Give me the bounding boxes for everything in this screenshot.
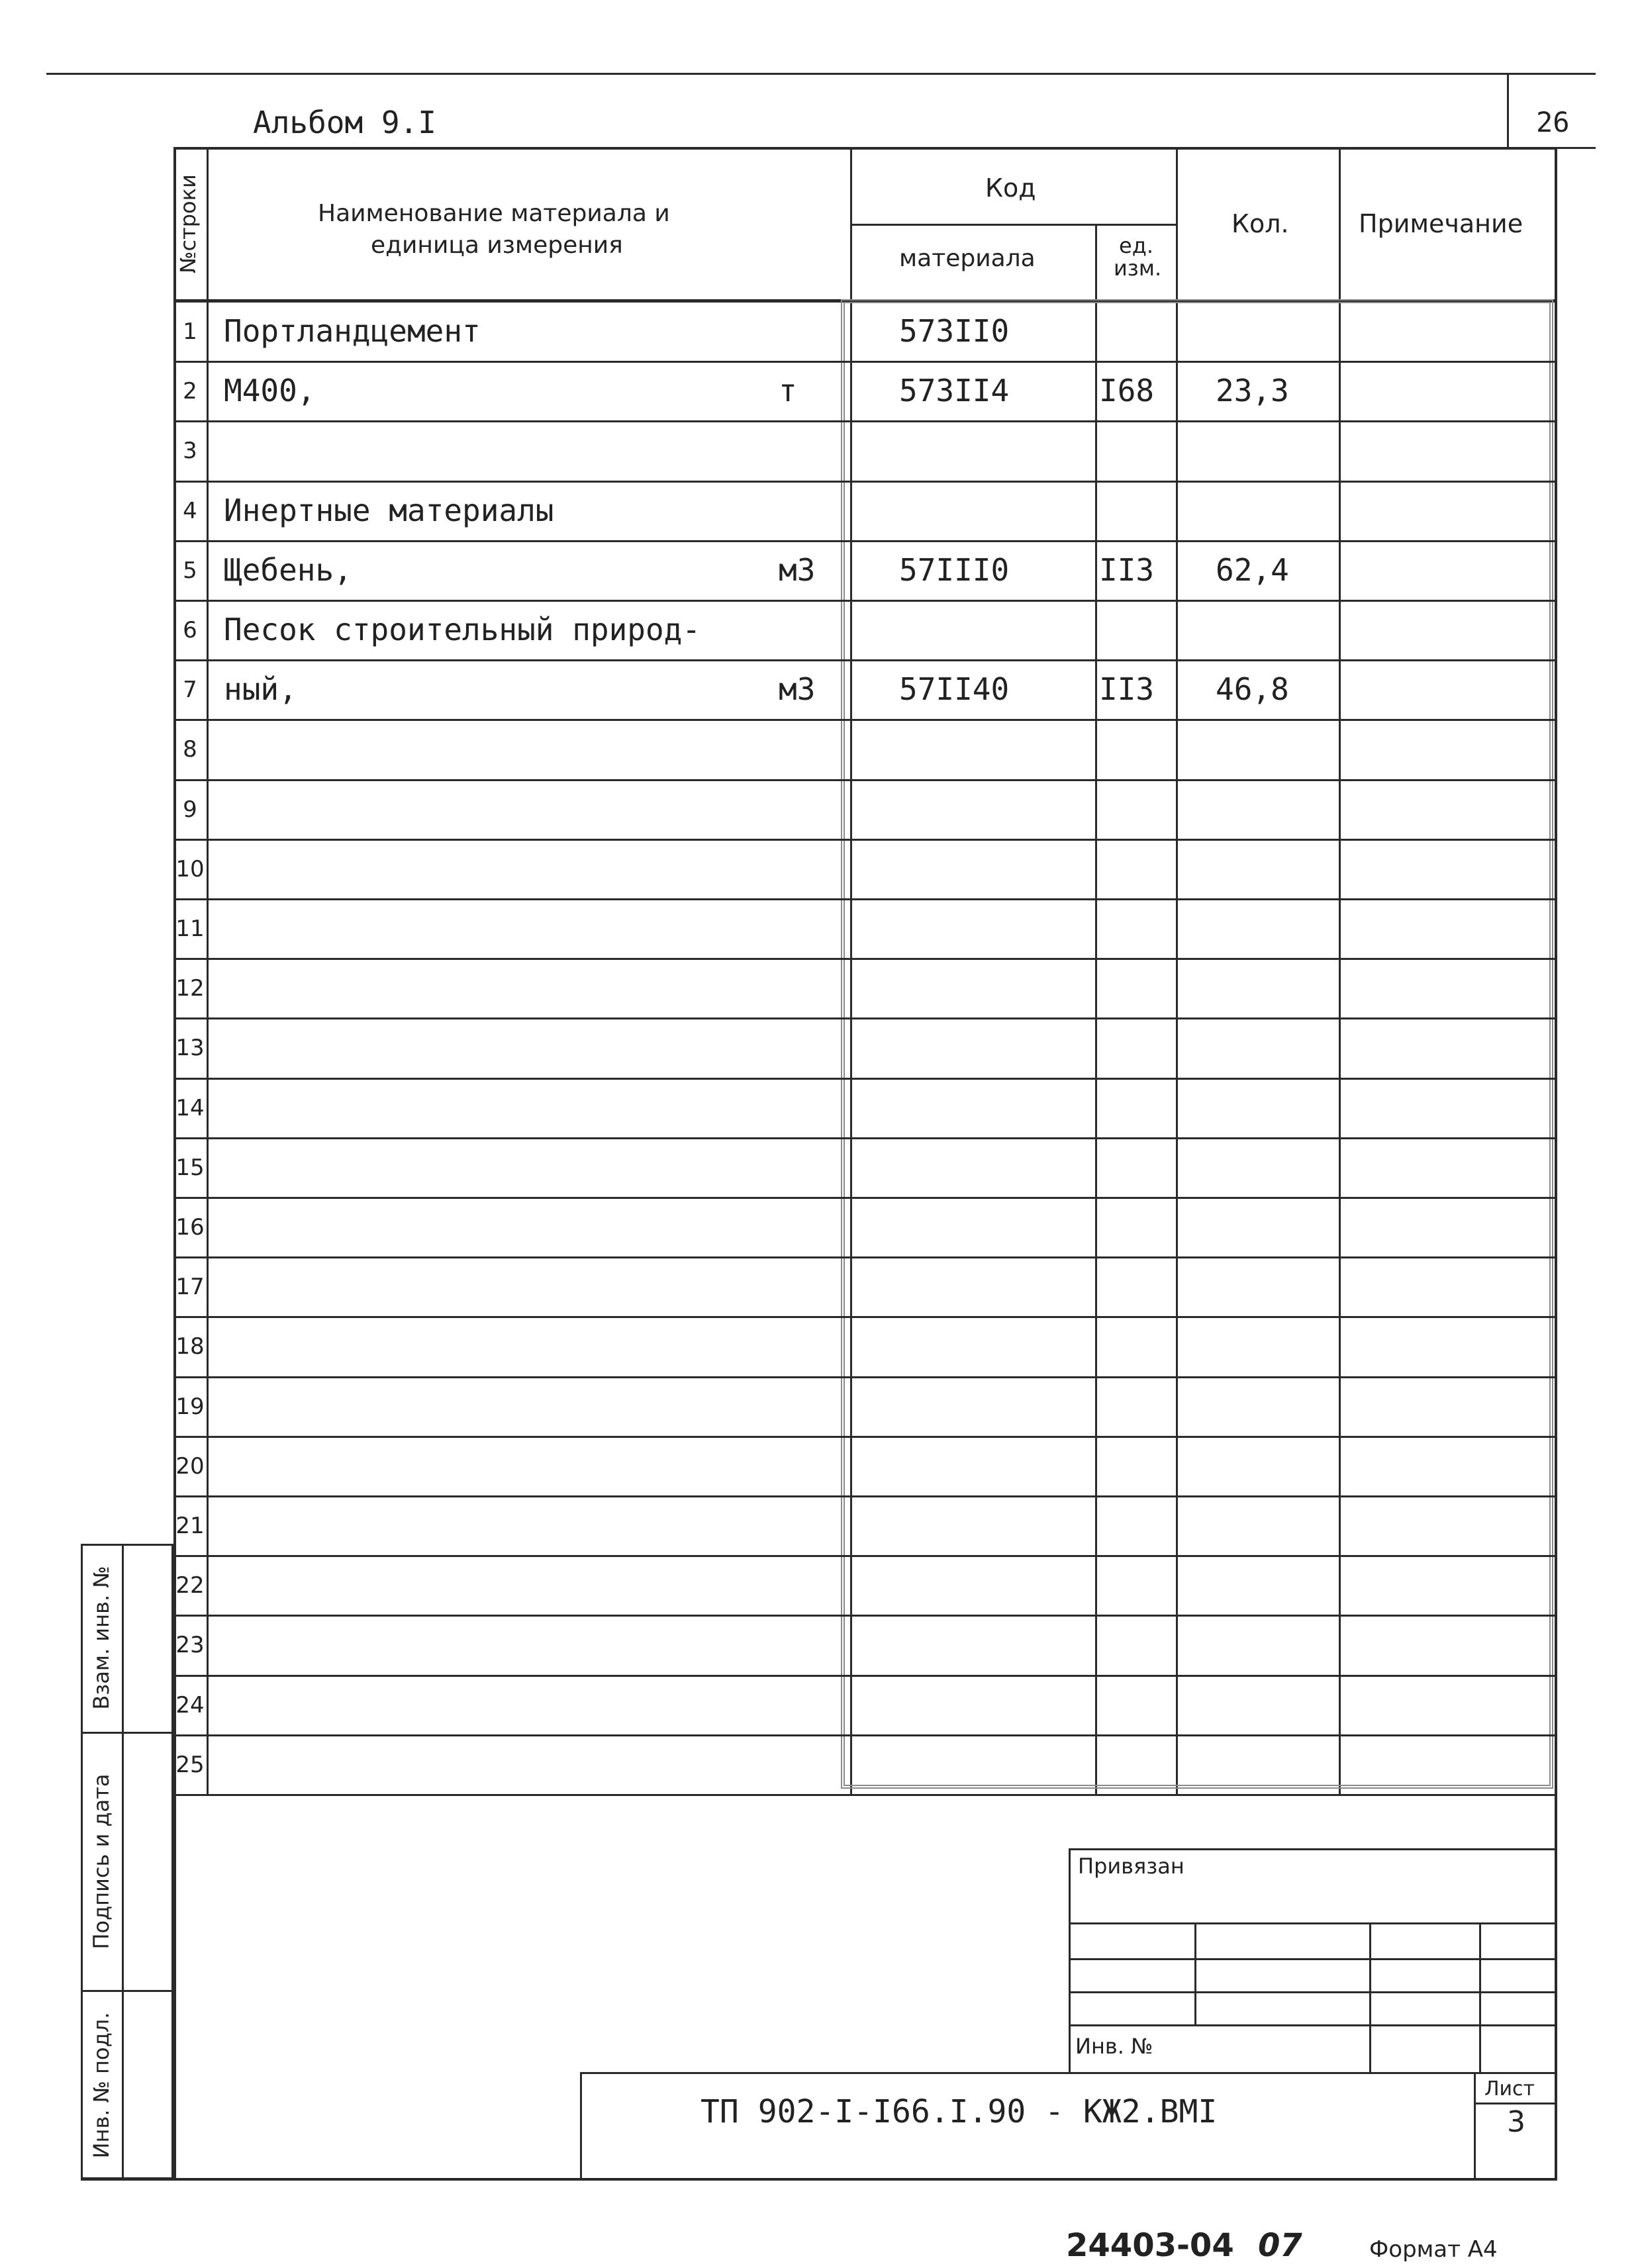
drawing-designation: ТП 902-I-I66.I.90 - КЖ2.ВМI [700, 2093, 1218, 2130]
format-label: Формат А4 [1369, 2236, 1498, 2263]
row-separator [173, 1615, 1557, 1617]
archive-number: 24403-04 [1066, 2227, 1234, 2264]
row-separator [173, 958, 1557, 960]
row-name: Песок строительный природ- [224, 612, 701, 647]
qty-header: Кол. [1232, 209, 1289, 238]
code-unit-header-1: ед. [1119, 233, 1153, 258]
row-number: 21 [175, 1513, 205, 1539]
row-material-code: 573II4 [899, 373, 1010, 409]
sheet-divider [1474, 2072, 1476, 2181]
row-unit: м3 [779, 671, 816, 708]
row-separator [173, 779, 1557, 781]
row-unit: м3 [779, 551, 816, 588]
page-number: 26 [1536, 106, 1570, 138]
name-header-line2: единица измерения [371, 232, 623, 259]
tb-rule-3 [1069, 1991, 1556, 1993]
col-divider-rownum [207, 147, 209, 1794]
row-number: 22 [175, 1572, 205, 1599]
table-top-border [173, 147, 1557, 150]
row-separator [173, 481, 1557, 483]
tb-rule-4 [1069, 2024, 1556, 2026]
row-unit-code: II3 [1099, 671, 1155, 708]
table-right-border [1555, 147, 1557, 1794]
row-number: 10 [175, 855, 205, 882]
row-separator [173, 659, 1557, 661]
note-header: Примечание [1359, 209, 1523, 238]
row-separator [173, 1078, 1557, 1080]
row-number: 12 [175, 975, 205, 1002]
row-number: 7 [183, 677, 197, 704]
row-separator [173, 361, 1557, 363]
row-separator [173, 420, 1557, 422]
frame-left-lower [173, 1794, 176, 2181]
row-material-code: 57III0 [899, 551, 1010, 588]
row-number: 18 [175, 1333, 205, 1360]
row-separator [173, 1316, 1557, 1318]
inv-podl-label: Инв. № подл. [89, 2012, 114, 2159]
tb-rule-1 [1069, 1922, 1556, 1924]
row-separator [173, 600, 1557, 602]
row-name: Портландцемент [224, 313, 481, 349]
name-header-line1: Наименование материала и [318, 200, 670, 227]
tb-left [1069, 1848, 1071, 2073]
code-unit-header-2: изм. [1114, 256, 1162, 281]
privyazan-label: Привязан [1078, 1854, 1184, 1879]
row-material-code: 57II40 [899, 671, 1010, 708]
row-number: 2 [183, 378, 197, 405]
row-separator [173, 719, 1557, 721]
row-number: 24 [175, 1691, 205, 1719]
row-number: 5 [183, 557, 197, 584]
row-separator [173, 1256, 1557, 1258]
row-number: 3 [183, 438, 197, 465]
designation-top [580, 2072, 1556, 2074]
row-number: 1 [183, 318, 197, 345]
row-name: ный, [224, 671, 297, 708]
row-number: 19 [175, 1393, 205, 1420]
side-stamp-divider [122, 1544, 124, 2179]
row-separator [173, 839, 1557, 841]
row-unit-code: I68 [1099, 373, 1155, 409]
row-material-code: 573II0 [899, 313, 1010, 349]
row-quantity: 62,4 [1216, 551, 1289, 588]
row-quantity: 23,3 [1216, 373, 1289, 409]
row-name: Щебень, [224, 551, 352, 588]
row-separator [173, 1436, 1557, 1438]
row-separator [173, 1137, 1557, 1139]
sheet-number: 3 [1507, 2105, 1525, 2139]
designation-left [580, 2072, 582, 2181]
tb-col-2 [1369, 1922, 1371, 2073]
row-number: 11 [175, 916, 205, 942]
row-name: Инертные материалы [224, 492, 554, 528]
row-number: 8 [183, 736, 197, 763]
sheet-rule [1475, 2103, 1556, 2104]
row-separator [173, 1675, 1557, 1677]
album-title: Альбом 9.I [253, 105, 436, 140]
row-number: 14 [175, 1094, 205, 1121]
tb-top [1069, 1848, 1556, 1850]
side-stamp-rule-1 [81, 1732, 173, 1734]
code-subheader-rule [850, 224, 1177, 226]
row-number: 16 [175, 1214, 205, 1241]
row-number-header: №строки [175, 174, 201, 273]
row-number: 13 [175, 1035, 205, 1062]
row-number: 23 [175, 1632, 205, 1659]
frame-right-lower [1555, 1794, 1557, 2181]
row-number: 9 [183, 796, 197, 823]
row-separator [173, 1555, 1557, 1557]
tb-col-1 [1194, 1922, 1196, 2024]
row-number: 4 [183, 497, 197, 524]
row-separator [173, 1197, 1557, 1199]
row-separator [173, 1794, 1557, 1796]
row-number: 20 [175, 1452, 205, 1480]
row-number: 15 [175, 1154, 205, 1181]
row-separator [173, 540, 1557, 542]
row-separator [173, 1734, 1557, 1736]
row-separator [173, 1495, 1557, 1497]
row-number: 17 [175, 1274, 205, 1301]
top-rule [46, 73, 1596, 75]
code-material-header: материала [899, 245, 1036, 272]
code-header: Код [985, 173, 1036, 203]
code-frame [841, 299, 1553, 1789]
podpis-data-label: Подпись и дата [89, 1773, 114, 1950]
tb-rule-2 [1069, 1958, 1556, 1960]
inv-no-label: Инв. № [1075, 2034, 1153, 2059]
archive-suffix: 07 [1258, 2227, 1302, 2264]
row-unit-code: II3 [1099, 551, 1155, 588]
row-separator [173, 898, 1557, 900]
row-separator [173, 1376, 1557, 1378]
sheet-label: Лист [1484, 2077, 1535, 2101]
row-number: 6 [183, 617, 197, 643]
row-quantity: 46,8 [1216, 671, 1289, 708]
row-name: M400, [224, 373, 316, 409]
page-number-divider [1507, 74, 1509, 147]
tb-col-3 [1479, 1922, 1481, 2073]
row-number: 25 [175, 1751, 205, 1778]
vzam-inv-label: Взам. инв. № [89, 1566, 114, 1710]
frame-bottom [81, 2178, 1557, 2181]
row-separator [173, 1017, 1557, 1019]
row-unit: т [779, 373, 797, 409]
